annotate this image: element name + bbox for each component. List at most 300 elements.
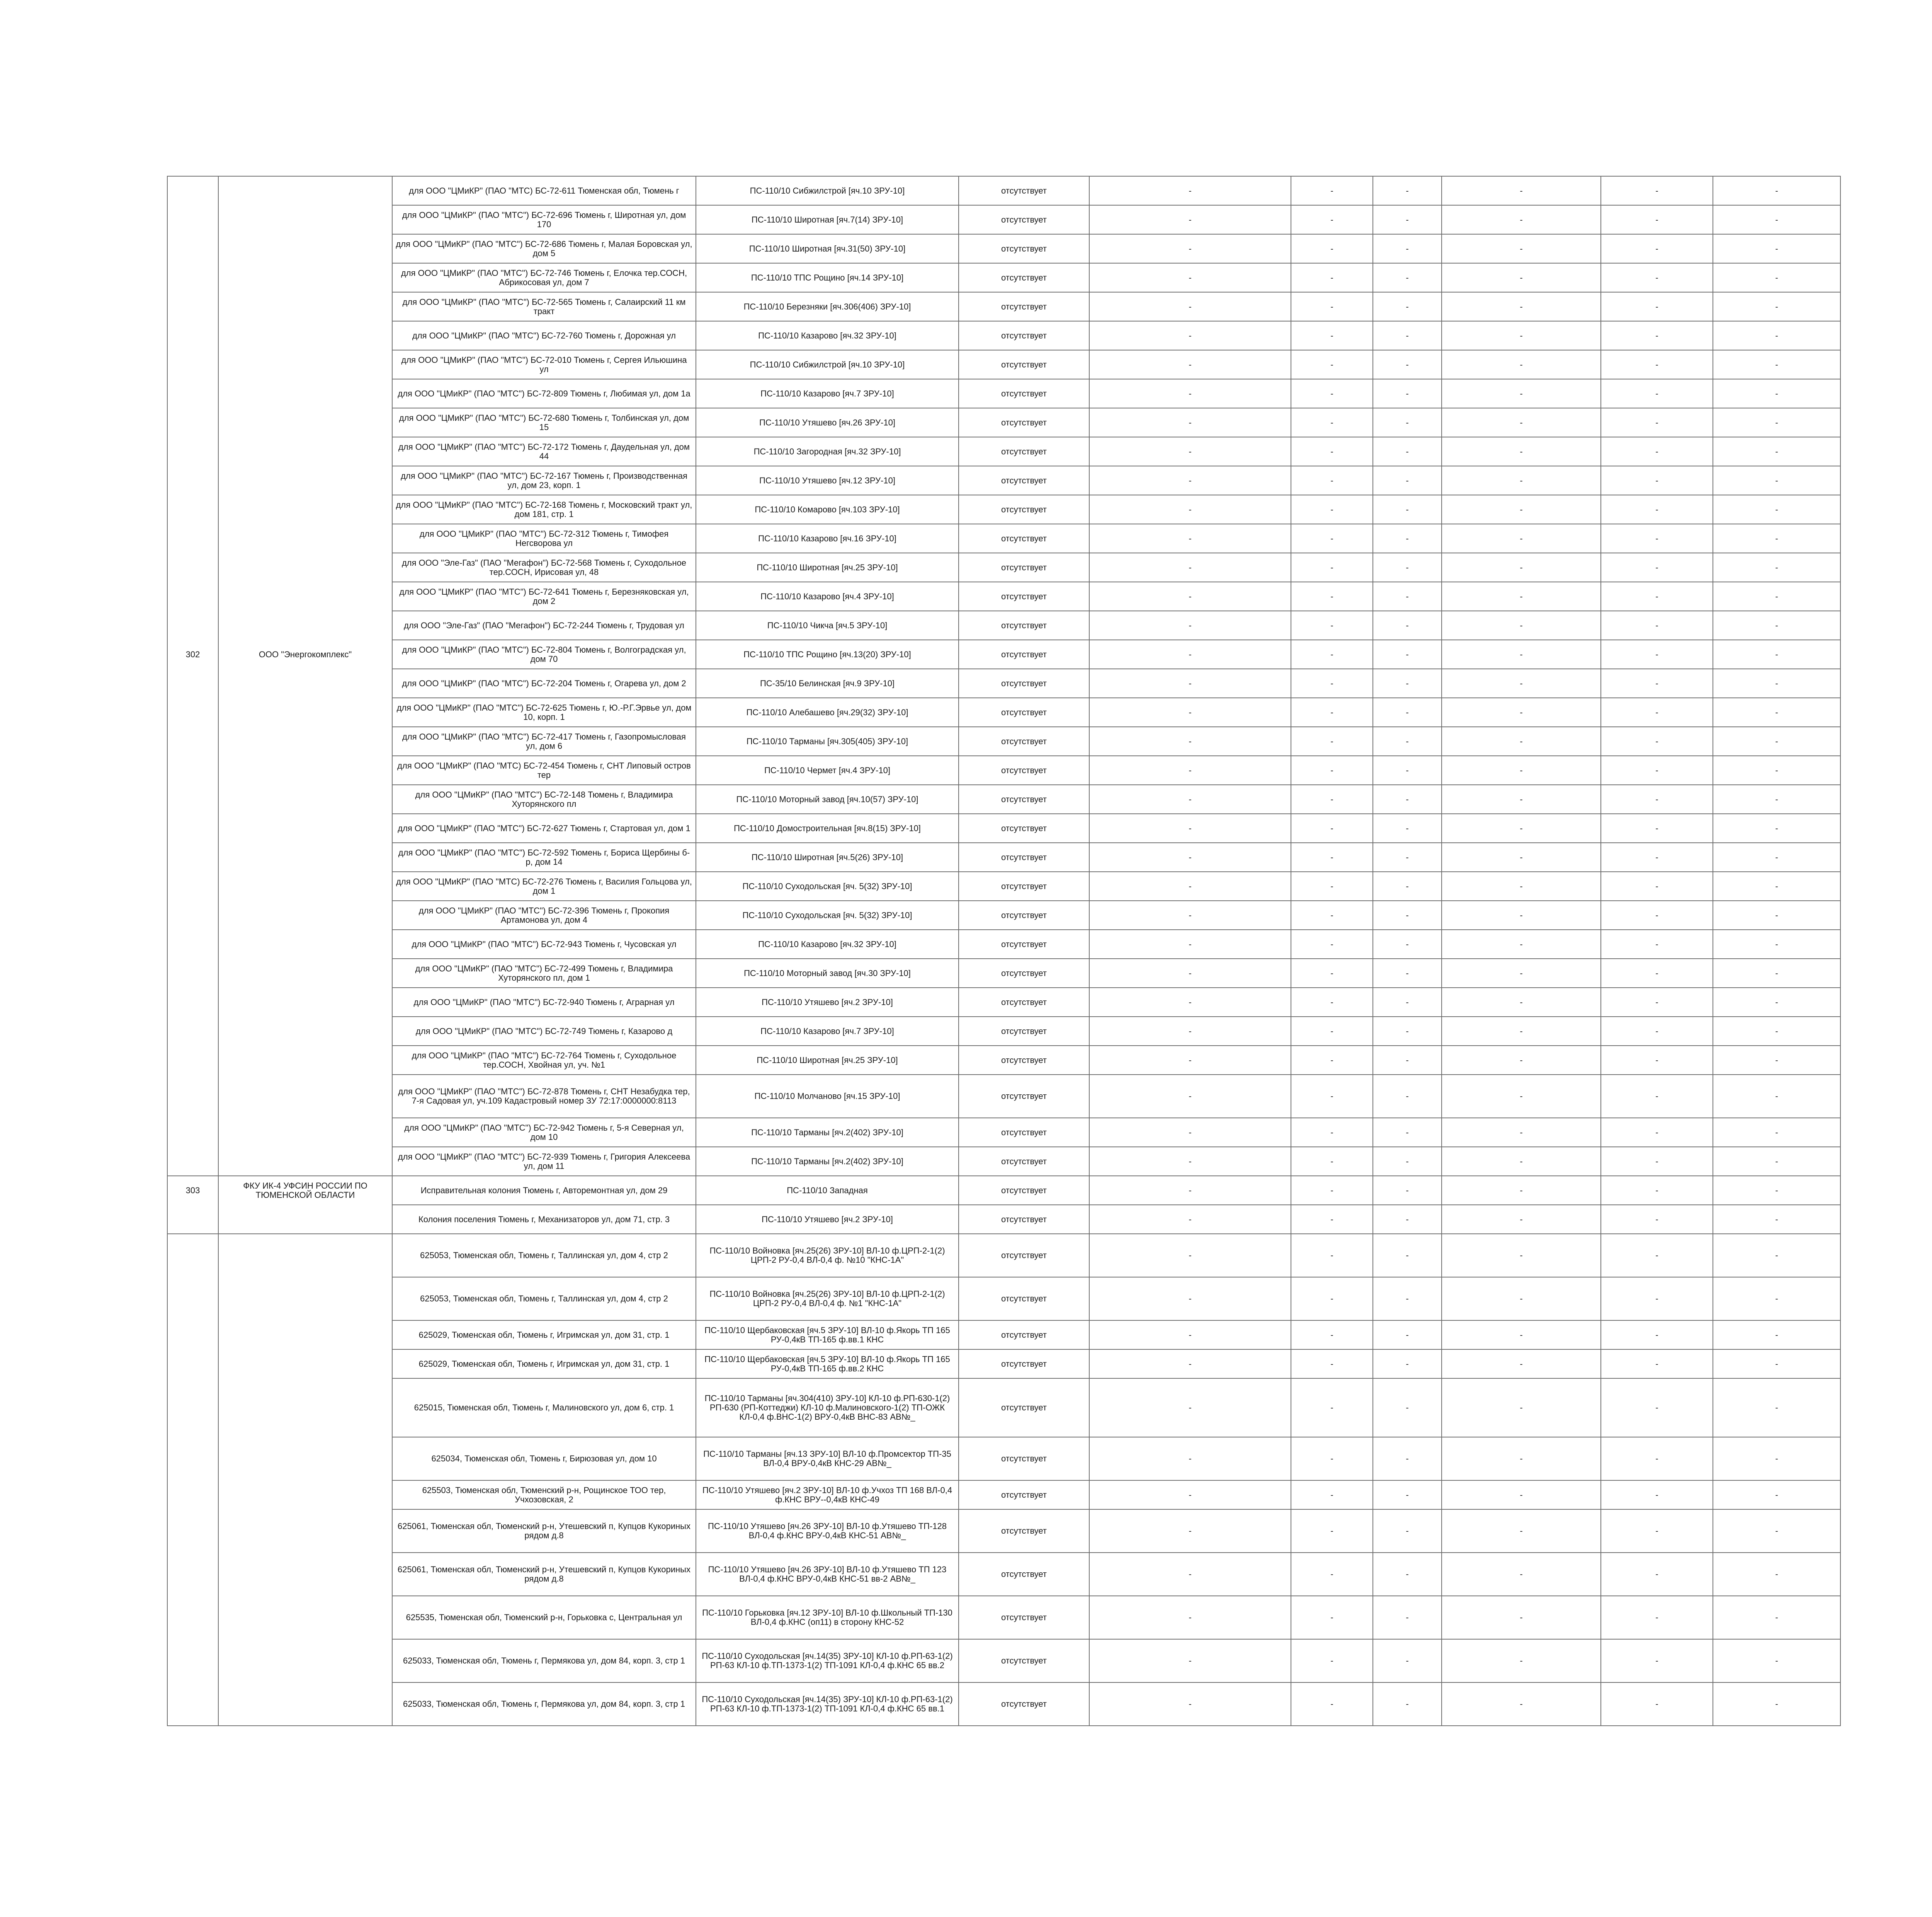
object-address: для ООО "ЦМиКР" (ПАО "МТС") БС-72-565 Тюмень г, Салаирский 11 км тракт [392,292,696,321]
value-cell: - [1442,1147,1601,1176]
value-cell: - [1442,350,1601,379]
value-cell: - [1601,988,1713,1017]
table-row [167,640,1840,669]
value-cell: - [1713,350,1840,379]
value-cell: - [1373,698,1442,727]
value-cell: - [1291,1596,1373,1639]
group-number [167,785,218,814]
value-cell: - [1601,1118,1713,1147]
object-address: для ООО "ЦМиКР" (ПАО "МТС") БС-72-749 Тюмень г, Казарово д [392,1017,696,1046]
status: отсутствует [959,263,1089,292]
value-cell: - [1442,466,1601,495]
substation: ПС-110/10 ТПС Рощино [яч.14 ЗРУ-10] [696,263,959,292]
value-cell: - [1291,872,1373,901]
value-cell: - [1373,1075,1442,1118]
status: отсутствует [959,988,1089,1017]
value-cell: - [1442,1176,1601,1205]
table-row [167,1437,1840,1480]
value-cell: - [1713,466,1840,495]
value-cell: - [1373,785,1442,814]
group-number: 303 [167,1176,218,1205]
value-cell: - [1373,466,1442,495]
value-cell: - [1713,1017,1840,1046]
value-cell: - [1089,292,1291,321]
object-address: для ООО "ЦМиКР" (ПАО "МТС") БС-72-940 Тюмень г, Аграрная ул [392,988,696,1017]
value-cell: - [1442,1639,1601,1682]
value-cell: - [1291,1320,1373,1349]
status: отсутствует [959,1046,1089,1075]
value-cell: - [1291,321,1373,350]
status: отсутствует [959,611,1089,640]
organization-name [218,553,392,582]
value-cell: - [1291,1682,1373,1726]
object-address: для ООО "ЦМиКР" (ПАО "МТС") БС-72-625 Тюмень г, Ю.-Р.Г.Эрвье ул, дом 10, корп. 1 [392,698,696,727]
status: отсутствует [959,698,1089,727]
value-cell: - [1089,1017,1291,1046]
group-number [167,1075,218,1118]
substation: ПС-110/10 Казарово [яч.7 ЗРУ-10] [696,379,959,408]
organization-name [218,843,392,872]
value-cell: - [1089,872,1291,901]
status: отсутствует [959,1553,1089,1596]
group-number [167,843,218,872]
value-cell: - [1373,1234,1442,1277]
substation: ПС-110/10 Утяшево [яч.2 ЗРУ-10] [696,988,959,1017]
value-cell: - [1601,1378,1713,1437]
table-row [167,727,1840,756]
status: отсутствует [959,930,1089,959]
value-cell: - [1291,1277,1373,1320]
substation: ПС-110/10 Моторный завод [яч.30 ЗРУ-10] [696,959,959,988]
value-cell: - [1601,1437,1713,1480]
value-cell: - [1291,582,1373,611]
organization-name [218,1437,392,1480]
object-address: для ООО "ЦМиКР" (ПАО "МТС") БС-72-746 Тюмень г, Елочка тер.СОСН, Абрикосовая ул, дом 7 [392,263,696,292]
value-cell: - [1089,1176,1291,1205]
value-cell: - [1601,1349,1713,1378]
substation: ПС-110/10 Комарово [яч.103 ЗРУ-10] [696,495,959,524]
value-cell: - [1291,1378,1373,1437]
value-cell: - [1291,234,1373,263]
group-number [167,1553,218,1596]
value-cell: - [1291,379,1373,408]
status: отсутствует [959,350,1089,379]
table-row [167,466,1840,495]
value-cell: - [1089,1234,1291,1277]
substation: ПС-110/10 Утяшево [яч.26 ЗРУ-10] [696,408,959,437]
value-cell: - [1291,640,1373,669]
group-number [167,263,218,292]
organization-name [218,1378,392,1437]
organization-name [218,1234,392,1277]
object-address: для ООО "ЦМиКР" (ПАО "МТС") БС-72-172 Тюмень г, Даудельная ул, дом 44 [392,437,696,466]
value-cell: - [1601,843,1713,872]
table-row [167,1147,1840,1176]
organization-name [218,582,392,611]
substation: ПС-110/10 Суходольская [яч. 5(32) ЗРУ-10] [696,901,959,930]
table-row [167,1378,1840,1437]
value-cell: - [1373,1046,1442,1075]
status: отсутствует [959,292,1089,321]
value-cell: - [1442,872,1601,901]
table-row [167,1176,1840,1205]
table-row [167,785,1840,814]
status: отсутствует [959,1075,1089,1118]
substation: ПС-110/10 Войновка [яч.25(26) ЗРУ-10] ВЛ-10 ф.ЦРП-2-1(2) ЦРП-2 РУ-0,4 ВЛ-0,4 ф. №1 "КНС-1А" [696,1277,959,1320]
group-number [167,466,218,495]
organization-name [218,292,392,321]
organization-name [218,1118,392,1147]
value-cell: - [1291,959,1373,988]
status: отсутствует [959,1277,1089,1320]
table-row [167,1349,1840,1378]
status: отсутствует [959,321,1089,350]
value-cell: - [1089,205,1291,234]
value-cell: - [1089,1349,1291,1378]
object-address: 625015, Тюменская обл, Тюмень г, Малиновского ул, дом 6, стр. 1 [392,1378,696,1437]
value-cell: - [1601,1596,1713,1639]
value-cell: - [1713,553,1840,582]
object-address: для ООО "ЦМиКР" (ПАО "МТС") БС-72-696 Тюмень г, Широтная ул, дом 170 [392,205,696,234]
value-cell: - [1373,930,1442,959]
group-number [167,1017,218,1046]
object-address: для ООО "ЦМиКР" (ПАО "МТС") БС-72-417 Тюмень г, Газопромысловая ул, дом 6 [392,727,696,756]
status: отсутствует [959,1596,1089,1639]
value-cell: - [1601,408,1713,437]
value-cell: - [1089,176,1291,205]
table-row [167,1234,1840,1277]
value-cell: - [1601,1205,1713,1234]
object-address: 625503, Тюменская обл, Тюменский р-н, Рощинское ТОО тер, Учхозовская, 2 [392,1480,696,1509]
object-address: для ООО "ЦМиКР" (ПАО "МТС) БС-72-276 Тюмень г, Василия Гольцова ул, дом 1 [392,872,696,901]
value-cell: - [1601,1553,1713,1596]
value-cell: - [1291,263,1373,292]
group-number [167,205,218,234]
object-address: для ООО "ЦМиКР" (ПАО "МТС") БС-72-943 Тюмень г, Чусовская ул [392,930,696,959]
value-cell: - [1373,553,1442,582]
organization-name [218,466,392,495]
organization-name [218,930,392,959]
group-number [167,553,218,582]
value-cell: - [1601,1075,1713,1118]
value-cell: - [1373,959,1442,988]
status: отсутствует [959,669,1089,698]
organization-name [218,1075,392,1118]
object-address: для ООО "ЦМиКР" (ПАО "МТС") БС-72-764 Тюмень г, Суходольное тер.СОСН, Хвойная ул, уч. №1 [392,1046,696,1075]
table-row [167,437,1840,466]
value-cell: - [1713,669,1840,698]
value-cell: - [1601,901,1713,930]
organization-name [218,234,392,263]
value-cell: - [1442,1205,1601,1234]
value-cell: - [1713,1596,1840,1639]
organization-name [218,988,392,1017]
status: отсутствует [959,1682,1089,1726]
substation: ПС-110/10 Чикча [яч.5 ЗРУ-10] [696,611,959,640]
group-number [167,176,218,205]
value-cell: - [1089,466,1291,495]
group-number [167,872,218,901]
organization-name [218,959,392,988]
value-cell: - [1713,1075,1840,1118]
value-cell: - [1442,234,1601,263]
group-number [167,1118,218,1147]
value-cell: - [1601,959,1713,988]
group-number [167,1320,218,1349]
value-cell: - [1442,698,1601,727]
substation: ПС-110/10 Казарово [яч.7 ЗРУ-10] [696,1017,959,1046]
status: отсутствует [959,234,1089,263]
object-address: 625033, Тюменская обл, Тюмень г, Пермякова ул, дом 84, корп. 3, стр 1 [392,1639,696,1682]
value-cell: - [1713,1480,1840,1509]
value-cell: - [1373,292,1442,321]
substation: ПС-110/10 Казарово [яч.16 ЗРУ-10] [696,524,959,553]
table-row [167,495,1840,524]
substation: ПС-110/10 Широтная [яч.7(14) ЗРУ-10] [696,205,959,234]
organization-name: ООО "Энергокомплекс" [218,640,392,669]
organization-name [218,698,392,727]
value-cell: - [1601,930,1713,959]
group-number [167,1046,218,1075]
group-number [167,234,218,263]
value-cell: - [1291,1234,1373,1277]
value-cell: - [1373,1349,1442,1378]
value-cell: - [1373,872,1442,901]
object-address: для ООО "ЦМиКР" (ПАО "МТС) БС-72-611 Тюменская обл, Тюмень г [392,176,696,205]
value-cell: - [1291,1437,1373,1480]
value-cell: - [1442,263,1601,292]
object-address: Колония поселения Тюмень г, Механизаторов ул, дом 71, стр. 3 [392,1205,696,1234]
value-cell: - [1442,1553,1601,1596]
value-cell: - [1089,524,1291,553]
group-number [167,495,218,524]
value-cell: - [1601,1234,1713,1277]
organization-name [218,1147,392,1176]
value-cell: - [1601,1639,1713,1682]
value-cell: - [1089,582,1291,611]
table-row [167,234,1840,263]
substation: ПС-110/10 Чермет [яч.4 ЗРУ-10] [696,756,959,785]
value-cell: - [1291,611,1373,640]
value-cell: - [1713,959,1840,988]
value-cell: - [1713,930,1840,959]
group-number [167,756,218,785]
table-row [167,1480,1840,1509]
value-cell: - [1291,930,1373,959]
value-cell: - [1373,1277,1442,1320]
substation: ПС-110/10 Суходольская [яч.14(35) ЗРУ-10] КЛ-10 ф.РП-63-1(2) РП-63 КЛ-10 ф.ТП-1373-1(2) ТП-1091 КЛ-0,4 ф.КНС 65 вв.2 [696,1639,959,1682]
value-cell: - [1713,524,1840,553]
value-cell: - [1089,1378,1291,1437]
organization-name [218,1017,392,1046]
object-address: для ООО "ЦМиКР" (ПАО "МТС") БС-72-148 Тюмень г, Владимира Хуторянского пл [392,785,696,814]
status: отсутствует [959,1205,1089,1234]
substation: ПС-110/10 Утяшево [яч.12 ЗРУ-10] [696,466,959,495]
value-cell: - [1089,1437,1291,1480]
organization-name [218,1277,392,1320]
value-cell: - [1442,205,1601,234]
object-address: 625535, Тюменская обл, Тюменский р-н, Горьковка с, Центральная ул [392,1596,696,1639]
organization-name [218,524,392,553]
value-cell: - [1601,1046,1713,1075]
organization-name [218,756,392,785]
value-cell: - [1713,1553,1840,1596]
status: отсутствует [959,437,1089,466]
value-cell: - [1442,1234,1601,1277]
value-cell: - [1601,553,1713,582]
substation: ПС-110/10 Березняки [яч.306(406) ЗРУ-10] [696,292,959,321]
table-row [167,350,1840,379]
value-cell: - [1291,466,1373,495]
value-cell: - [1713,437,1840,466]
value-cell: - [1089,321,1291,350]
status: отсутствует [959,205,1089,234]
object-address: 625061, Тюменская обл, Тюменский р-н, Утешевский п, Купцов Кукориных рядом д.8 [392,1553,696,1596]
value-cell: - [1089,1046,1291,1075]
value-cell: - [1373,176,1442,205]
substation: ПС-110/10 Загородная [яч.32 ЗРУ-10] [696,437,959,466]
status: отсутствует [959,466,1089,495]
status: отсутствует [959,814,1089,843]
substation: ПС-110/10 Западная [696,1176,959,1205]
substation: ПС-110/10 Утяшево [яч.26 ЗРУ-10] ВЛ-10 ф.Утяшево ТП 123 ВЛ-0,4 ф.КНС ВРУ-0,4кВ КНС-51 вв-2 АВ№_ [696,1553,959,1596]
value-cell: - [1373,901,1442,930]
value-cell: - [1373,205,1442,234]
value-cell: - [1442,524,1601,553]
value-cell: - [1291,1480,1373,1509]
substation: ПС-110/10 Тарманы [яч.13 ЗРУ-10] ВЛ-10 ф.Промсектор ТП-35 ВЛ-0,4 ВРУ-0,4кВ КНС-29 АВ№_ [696,1437,959,1480]
value-cell: - [1601,466,1713,495]
value-cell: - [1291,756,1373,785]
value-cell: - [1601,1017,1713,1046]
organization-name [218,669,392,698]
value-cell: - [1713,1277,1840,1320]
value-cell: - [1713,756,1840,785]
table-row [167,408,1840,437]
value-cell: - [1601,1176,1713,1205]
substation: ПС-110/10 Тарманы [яч.304(410) ЗРУ-10] КЛ-10 ф.РП-630-1(2) РП-630 (РП-Коттеджи) КЛ-10 ф.Малиновского-1(2) ТП-ОЖК КЛ-0,4 ф.ВНС-1(2) ВРУ-0,4кВ ВНС-83 АВ№_ [696,1378,959,1437]
value-cell: - [1089,553,1291,582]
object-address: для ООО "ЦМиКР" (ПАО "МТС") БС-72-760 Тюмень г, Дорожная ул [392,321,696,350]
value-cell: - [1373,843,1442,872]
group-number [167,1147,218,1176]
value-cell: - [1713,408,1840,437]
group-number [167,437,218,466]
table-row [167,1046,1840,1075]
value-cell: - [1713,582,1840,611]
value-cell: - [1442,582,1601,611]
value-cell: - [1442,379,1601,408]
value-cell: - [1291,698,1373,727]
value-cell: - [1601,1277,1713,1320]
object-address: для ООО "ЦМиКР" (ПАО "МТС") БС-72-204 Тюмень г, Огарева ул, дом 2 [392,669,696,698]
value-cell: - [1601,205,1713,234]
value-cell: - [1442,1682,1601,1726]
value-cell: - [1713,1509,1840,1553]
table-row [167,1118,1840,1147]
value-cell: - [1601,1682,1713,1726]
value-cell: - [1442,437,1601,466]
value-cell: - [1442,843,1601,872]
table-row [167,988,1840,1017]
object-address: для ООО "ЦМиКР" (ПАО "МТС") БС-72-592 Тюмень г, Бориса Щербины б-р, дом 14 [392,843,696,872]
value-cell: - [1713,1176,1840,1205]
value-cell: - [1089,1205,1291,1234]
substation: ПС-110/10 Сибжилстрой [яч.10 ЗРУ-10] [696,350,959,379]
value-cell: - [1089,379,1291,408]
object-address: для ООО "ЦМиКР" (ПАО "МТС") БС-72-627 Тюмень г, Стартовая ул, дом 1 [392,814,696,843]
group-number [167,1682,218,1726]
table-row [167,814,1840,843]
value-cell: - [1291,1349,1373,1378]
substation: ПС-110/10 Утяшево [яч.2 ЗРУ-10] ВЛ-10 ф.Учхоз ТП 168 ВЛ-0,4 ф.КНС ВРУ--0,4кВ КНС-49 [696,1480,959,1509]
value-cell: - [1713,321,1840,350]
value-cell: - [1442,1046,1601,1075]
organization-name [218,1639,392,1682]
group-number [167,1349,218,1378]
value-cell: - [1442,611,1601,640]
substation: ПС-110/10 Моторный завод [яч.10(57) ЗРУ-10] [696,785,959,814]
value-cell: - [1442,1075,1601,1118]
value-cell: - [1442,901,1601,930]
object-address: для ООО "ЦМиКР" (ПАО "МТС") БС-72-680 Тюмень г, Толбинская ул, дом 15 [392,408,696,437]
value-cell: - [1291,1118,1373,1147]
value-cell: - [1089,727,1291,756]
value-cell: - [1291,988,1373,1017]
value-cell: - [1291,437,1373,466]
value-cell: - [1442,321,1601,350]
organization-name [218,1509,392,1553]
value-cell: - [1601,1320,1713,1349]
group-number [167,1277,218,1320]
organization-name [218,1205,392,1234]
value-cell: - [1373,1596,1442,1639]
status: отсутствует [959,1639,1089,1682]
value-cell: - [1373,582,1442,611]
value-cell: - [1291,176,1373,205]
object-address: для ООО "ЦМиКР" (ПАО "МТС") БС-72-942 Тюмень г, 5-я Северная ул, дом 10 [392,1118,696,1147]
value-cell: - [1089,1639,1291,1682]
table-row [167,263,1840,292]
table-row [167,1320,1840,1349]
value-cell: - [1442,785,1601,814]
value-cell: - [1601,814,1713,843]
value-cell: - [1442,814,1601,843]
value-cell: - [1713,698,1840,727]
table-row [167,1553,1840,1596]
object-address: для ООО "ЦМиКР" (ПАО "МТС") БС-72-939 Тюмень г, Григория Алексеева ул, дом 11 [392,1147,696,1176]
status: отсутствует [959,756,1089,785]
value-cell: - [1089,756,1291,785]
value-cell: - [1089,234,1291,263]
group-number [167,1480,218,1509]
substation: ПС-110/10 Суходольская [яч. 5(32) ЗРУ-10] [696,872,959,901]
value-cell: - [1089,1075,1291,1118]
substation: ПС-110/10 Широтная [яч.5(26) ЗРУ-10] [696,843,959,872]
value-cell: - [1713,1437,1840,1480]
value-cell: - [1713,234,1840,263]
object-address: 625053, Тюменская обл, Тюмень г, Таллинская ул, дом 4, стр 2 [392,1277,696,1320]
value-cell: - [1373,1320,1442,1349]
object-address: для ООО "Эле-Газ" (ПАО "Мегафон") БС-72-568 Тюмень г, Суходольное тер.СОСН, Ирисовая ул, 48 [392,553,696,582]
group-number [167,1596,218,1639]
organization-name [218,263,392,292]
group-number [167,524,218,553]
table-row [167,843,1840,872]
table-row [167,292,1840,321]
substation: ПС-110/10 Сибжилстрой [яч.10 ЗРУ-10] [696,176,959,205]
status: отсутствует [959,1017,1089,1046]
